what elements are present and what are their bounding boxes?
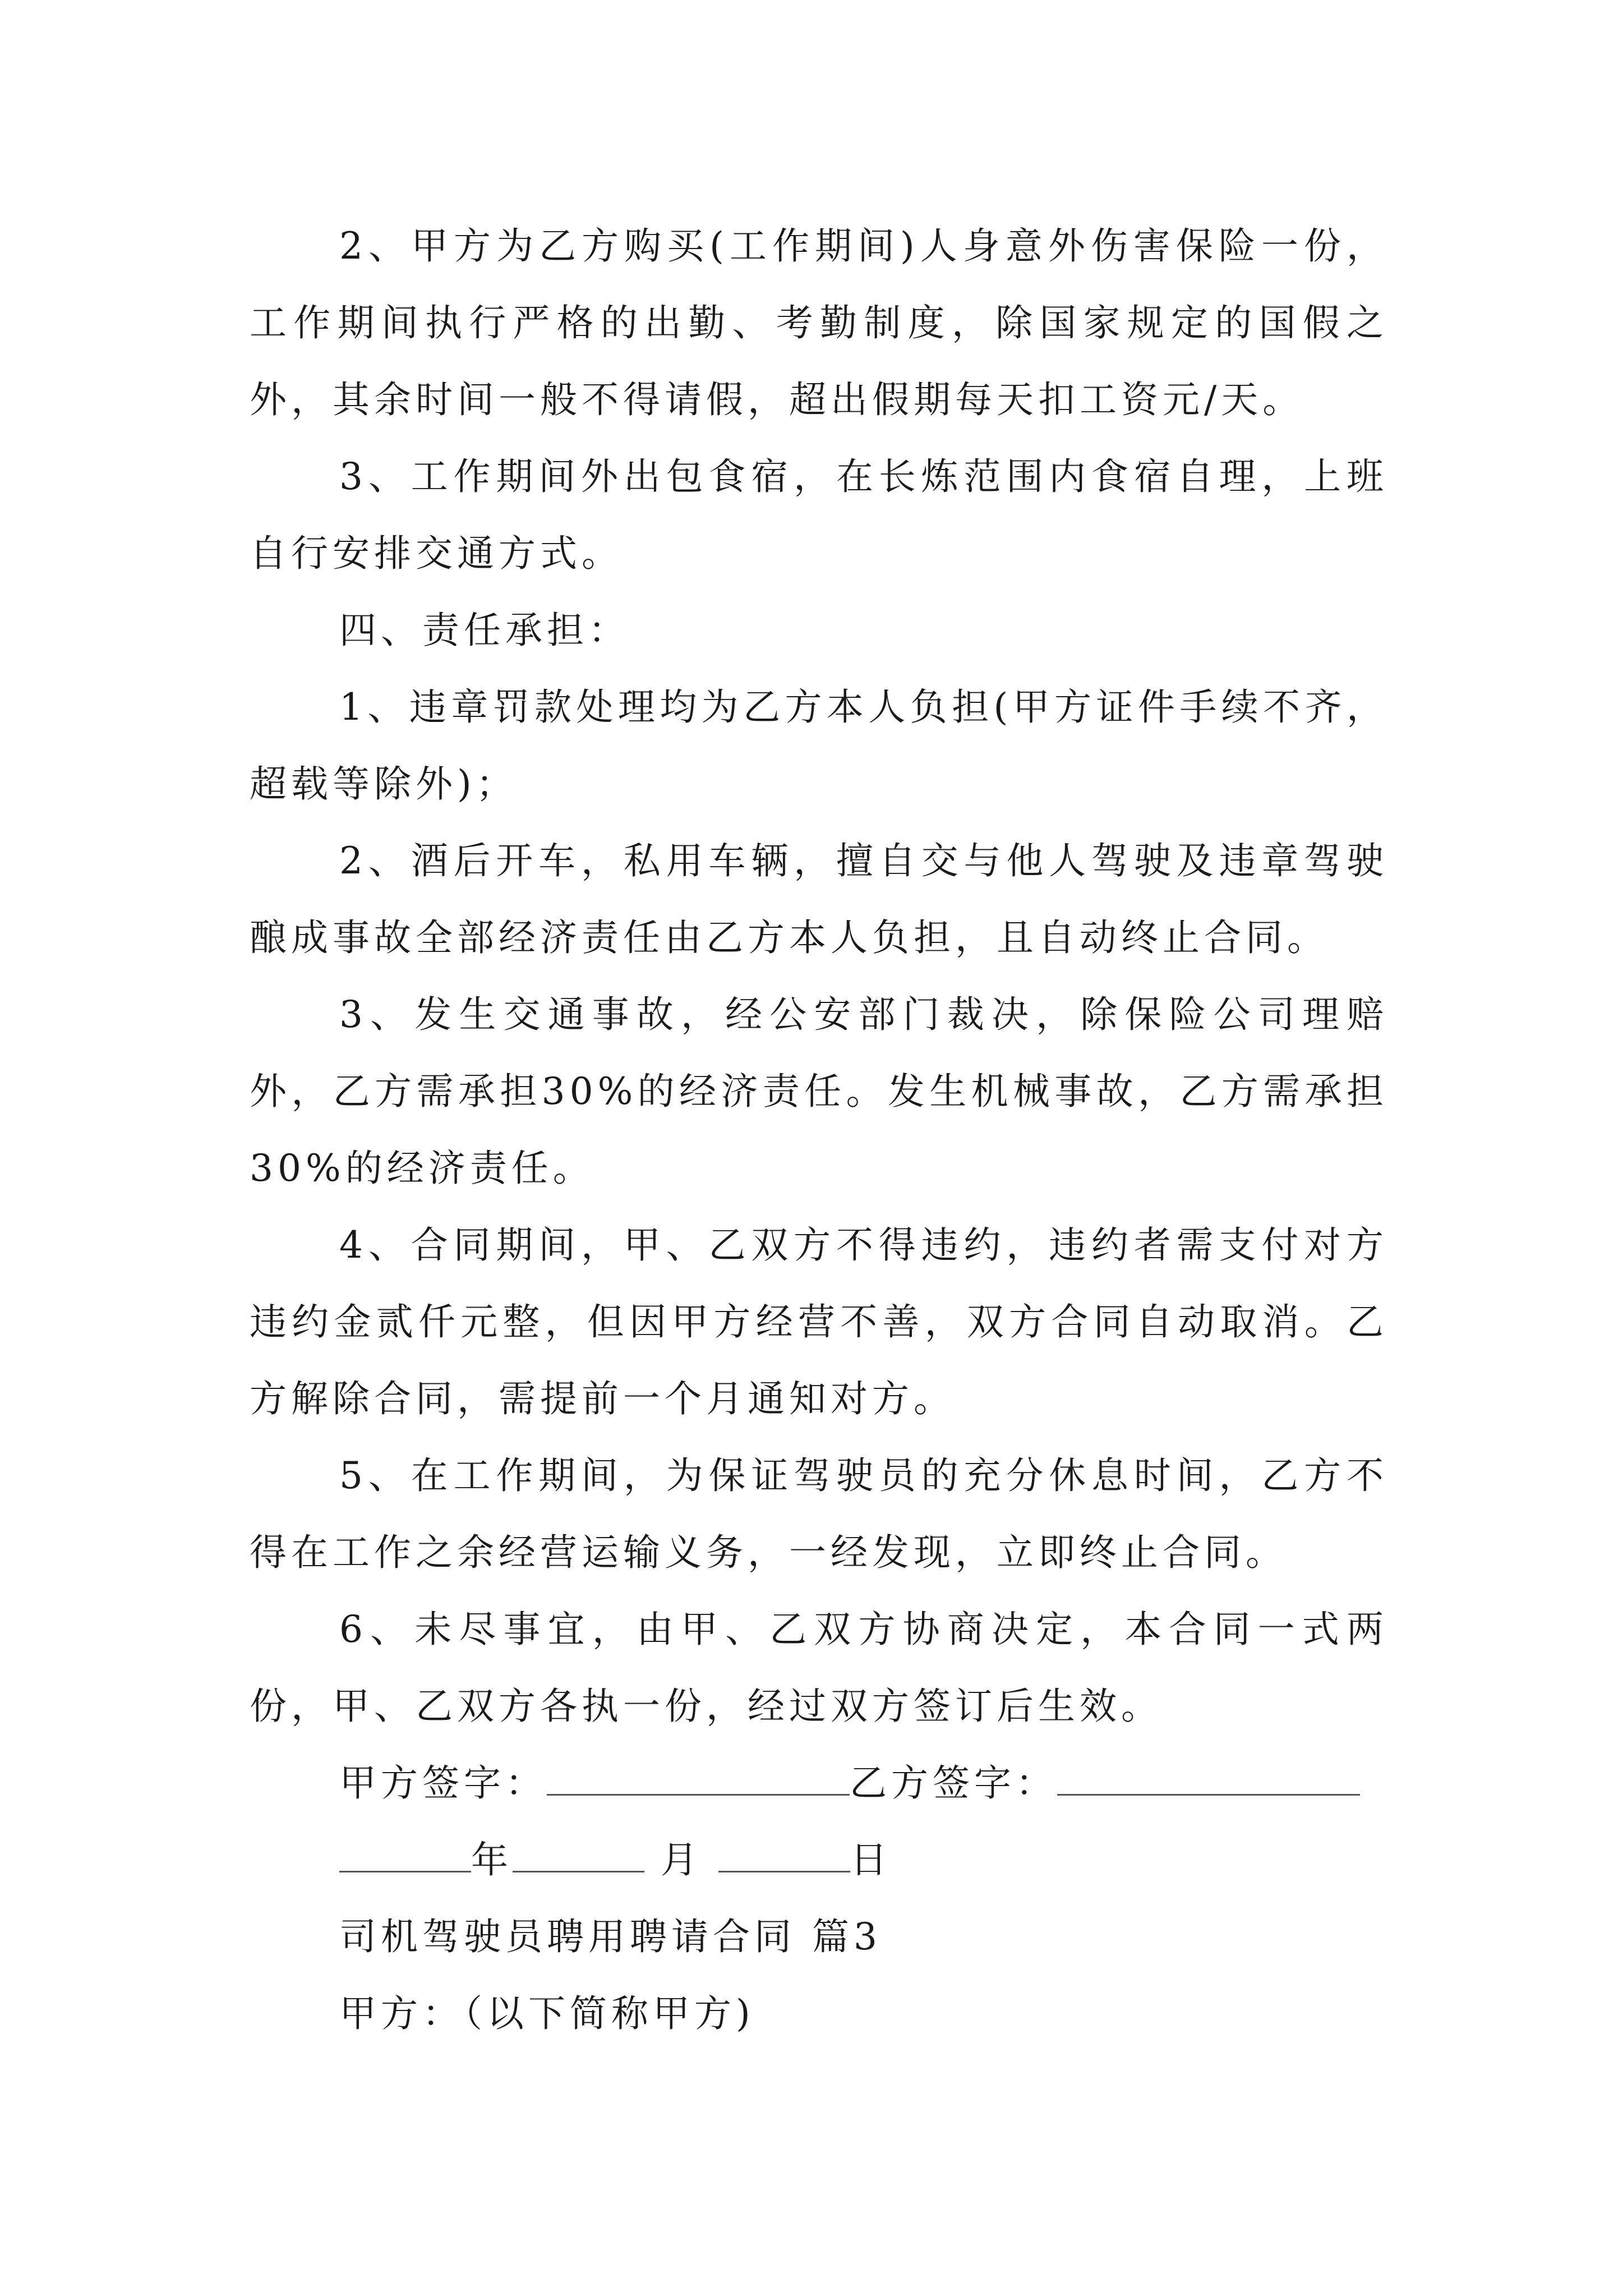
clause-3-meals: 3、工作期间外出包食宿，在长炼范围内食宿自理，上班自行安排交通方式。 [250, 455, 1388, 575]
section-heading-responsibility: 四、责任承担： [339, 609, 630, 652]
clause-2-insurance: 2、甲方为乙方购买(工作期间)人身意外伤害保险一份，工作期间执行严格的出勤、考勤制度，除国家规定的国假之外，其余时间一般不得请假，超出假期每天扣工资元/天。 [250, 224, 1388, 421]
party-b-signature-label: 乙方签字： [850, 1761, 1057, 1805]
responsibility-clause-2: 2、酒后开车，私用车辆，擅自交与他人驾驶及违章驾驶酿成事故全部经济责任由乙方本人负担，且自动终止合同。 [250, 839, 1388, 959]
party-a-signature-label: 甲方签字： [339, 1761, 547, 1805]
responsibility-clause-5: 5、在工作期间，为保证驾驶员的充分休息时间，乙方不得在工作之余经营运输义务，一经发现，立即终止合同。 [250, 1454, 1388, 1574]
date-line [250, 1821, 1388, 1898]
month-blank [513, 1837, 644, 1872]
section-title: 司机驾驶员聘用聘请合同 篇3 [339, 1915, 882, 1958]
day-blank [718, 1837, 850, 1872]
responsibility-clause-3: 3、发生交通事故，经公安部门裁决，除保险公司理赔外，乙方需承担30%的经济责任。发生机械事故，乙方需承担30%的经济责任。 [250, 993, 1388, 1190]
signature-line [250, 1745, 1388, 1821]
party-a-signature-blank [547, 1760, 850, 1796]
responsibility-clause-1: 1、违章罚款处理均为乙方本人负担(甲方证件手续不齐，超载等除外)； [250, 685, 1388, 806]
responsibility-clause-6: 6、未尽事宜，由甲、乙双方协商决定，本合同一式两份，甲、乙双方各执一份，经过双方签订后生效。 [250, 1608, 1388, 1728]
document-body [250, 208, 1388, 2052]
responsibility-clause-4: 4、合同期间，甲、乙双方不得违约，违约者需支付对方违约金贰仟元整，但因甲方经营不善，双方合同自动取消。乙方解除合同，需提前一个月通知对方。 [250, 1223, 1388, 1420]
year-label: 年 [471, 1838, 513, 1881]
party-b-signature-blank [1057, 1760, 1360, 1796]
party-a-intro: 甲方：（以下简称甲方) [339, 1992, 755, 2035]
year-blank [339, 1837, 471, 1872]
day-label: 日 [850, 1838, 892, 1881]
month-label: 月 [660, 1838, 702, 1881]
